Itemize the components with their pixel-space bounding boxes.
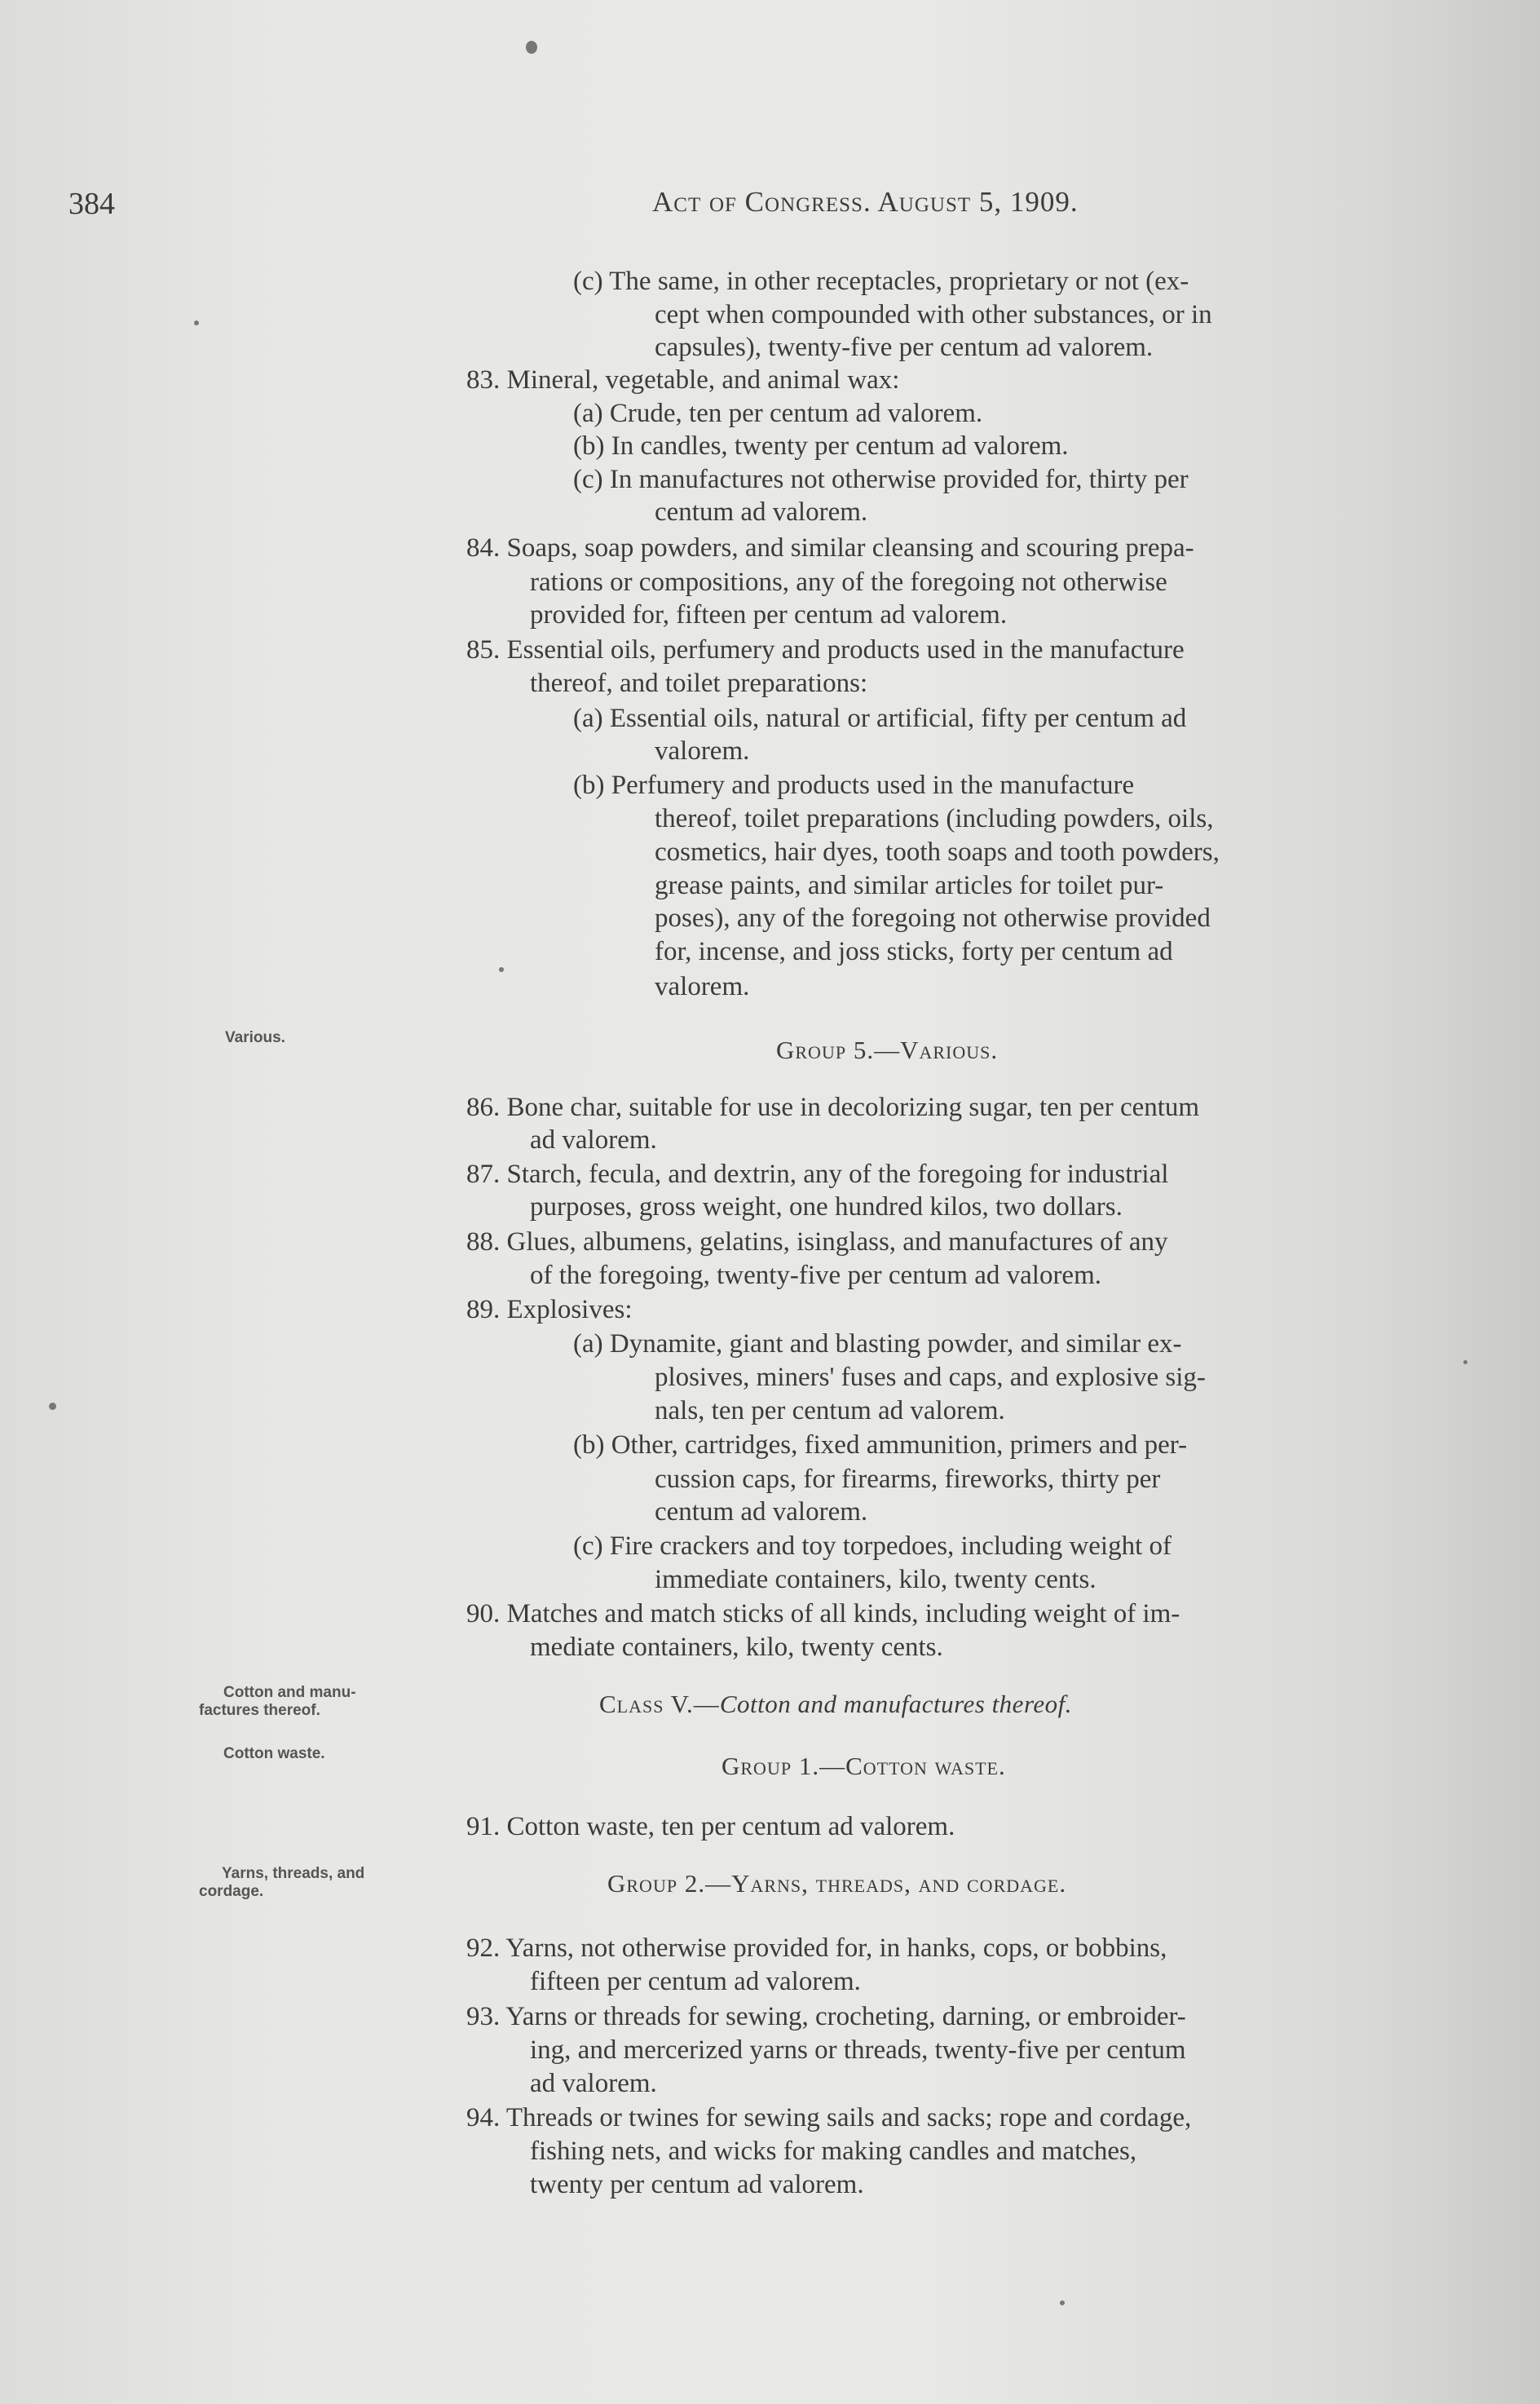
ink-speck — [499, 967, 504, 972]
text-line: ad valorem. — [530, 1125, 657, 1155]
text-line: 88. Glues, albumens, gelatins, isinglass, and manufactures of any — [466, 1227, 1168, 1257]
text-line: for, incense, and joss sticks, forty per centum ad — [655, 937, 1173, 966]
margin-note-cotton-2: factures thereof. — [199, 1702, 320, 1719]
text-line: 92. Yarns, not otherwise provided for, in hanks, cops, or bobbins, — [466, 1933, 1167, 1963]
text-line: twenty per centum ad valorem. — [530, 2170, 864, 2199]
text-line: nals, ten per centum ad valorem. — [655, 1396, 1005, 1425]
margin-note-various: Various. — [225, 1029, 285, 1046]
margin-note-yarns-2: cordage. — [199, 1883, 264, 1900]
text-line: (b) Other, cartridges, fixed ammunition, primers and per- — [573, 1430, 1188, 1460]
text-line: valorem. — [655, 972, 750, 1001]
text-line: poses), any of the foregoing not otherwise provided — [655, 904, 1211, 933]
text-line: capsules), twenty-five per centum ad valorem. — [655, 333, 1154, 362]
text-line: 91. Cotton waste, ten per centum ad valorem. — [466, 1812, 955, 1841]
text-line: 87. Starch, fecula, and dextrin, any of the foregoing for industrial — [466, 1160, 1169, 1189]
text-line: centum ad valorem. — [655, 1497, 868, 1527]
text-line: rations or compositions, any of the foregoing not otherwise — [530, 568, 1167, 597]
class-5-prefix: Class V.— — [599, 1690, 720, 1718]
text-line: thereof, toilet preparations (including powders, oils, — [655, 804, 1214, 833]
text-line: of the foregoing, twenty-five per centum ad valorem. — [530, 1261, 1101, 1290]
text-line: 89. Explosives: — [466, 1295, 633, 1324]
text-line: ad valorem. — [530, 2069, 657, 2098]
text-line: purposes, gross weight, one hundred kilos, two dollars. — [530, 1192, 1123, 1222]
ink-speck — [194, 320, 199, 325]
text-line: ing, and mercerized yarns or threads, twenty-five per centum — [530, 2035, 1186, 2065]
text-line: thereof, and toilet preparations: — [530, 669, 868, 698]
margin-note-cotton-1: Cotton and manu- — [223, 1684, 356, 1701]
text-line: cussion caps, for firearms, fireworks, thirty per — [655, 1465, 1161, 1494]
running-title: Act of Congress. August 5, 1909. — [652, 186, 1079, 218]
text-line: (b) Perfumery and products used in the manufacture — [573, 771, 1135, 800]
text-line: (c) The same, in other receptacles, proprietary or not (ex- — [573, 267, 1189, 296]
text-line: fifteen per centum ad valorem. — [530, 1967, 861, 1996]
text-line: (c) Fire crackers and toy torpedoes, including weight of — [573, 1531, 1172, 1561]
text-line: (b) In candles, twenty per centum ad valorem. — [573, 431, 1069, 461]
text-line: 93. Yarns or threads for sewing, crocheting, darning, or embroider- — [466, 2002, 1186, 2031]
text-line: 94. Threads or twines for sewing sails and sacks; rope and cordage, — [466, 2103, 1192, 2132]
ink-speck — [1463, 1360, 1467, 1364]
margin-note-cotton-waste: Cotton waste. — [223, 1745, 325, 1762]
text-line: cosmetics, hair dyes, tooth soaps and tooth powders, — [655, 837, 1220, 867]
text-line: cept when compounded with other substances, or in — [655, 300, 1212, 329]
text-line: plosives, miners' fuses and caps, and explosive sig- — [655, 1363, 1206, 1392]
ink-speck — [49, 1403, 56, 1410]
text-line: 90. Matches and match sticks of all kinds, including weight of im- — [466, 1599, 1180, 1628]
class-5-title: Cotton and manufactures thereof. — [719, 1690, 1072, 1718]
text-line: mediate containers, kilo, twenty cents. — [530, 1633, 943, 1662]
text-line: grease paints, and similar articles for toilet pur- — [655, 871, 1164, 900]
ink-speck — [1060, 2300, 1065, 2305]
text-line: (c) In manufactures not otherwise provided for, thirty per — [573, 465, 1189, 494]
group-1-heading: Group 1.—Cotton waste. — [721, 1752, 1006, 1780]
group-2-heading: Group 2.—Yarns, threads, and cordage. — [607, 1869, 1067, 1898]
text-line: immediate containers, kilo, twenty cents. — [655, 1565, 1097, 1594]
text-line: 84. Soaps, soap powders, and similar cleansing and scouring prepa- — [466, 533, 1194, 563]
text-line: fishing nets, and wicks for making candles and matches, — [530, 2137, 1137, 2166]
page-number: 384 — [68, 187, 115, 221]
text-line: (a) Dynamite, giant and blasting powder, and similar ex- — [573, 1329, 1182, 1359]
class-5-heading — [599, 1690, 1072, 1719]
margin-note-yarns-1: Yarns, threads, and — [222, 1865, 365, 1882]
ink-speck — [526, 41, 537, 54]
text-line: 86. Bone char, suitable for use in decolorizing sugar, ten per centum — [466, 1093, 1200, 1122]
text-line: valorem. — [655, 736, 750, 766]
text-line: 85. Essential oils, perfumery and products used in the manufacture — [466, 635, 1185, 665]
text-line: centum ad valorem. — [655, 497, 868, 527]
text-line: 83. Mineral, vegetable, and animal wax: — [466, 365, 900, 395]
text-line: (a) Essential oils, natural or artificial, fifty per centum ad — [573, 704, 1187, 733]
text-line: (a) Crude, ten per centum ad valorem. — [573, 399, 983, 428]
group-5-heading: Group 5.—Various. — [776, 1036, 999, 1064]
text-line: provided for, fifteen per centum ad valorem. — [530, 600, 1008, 630]
